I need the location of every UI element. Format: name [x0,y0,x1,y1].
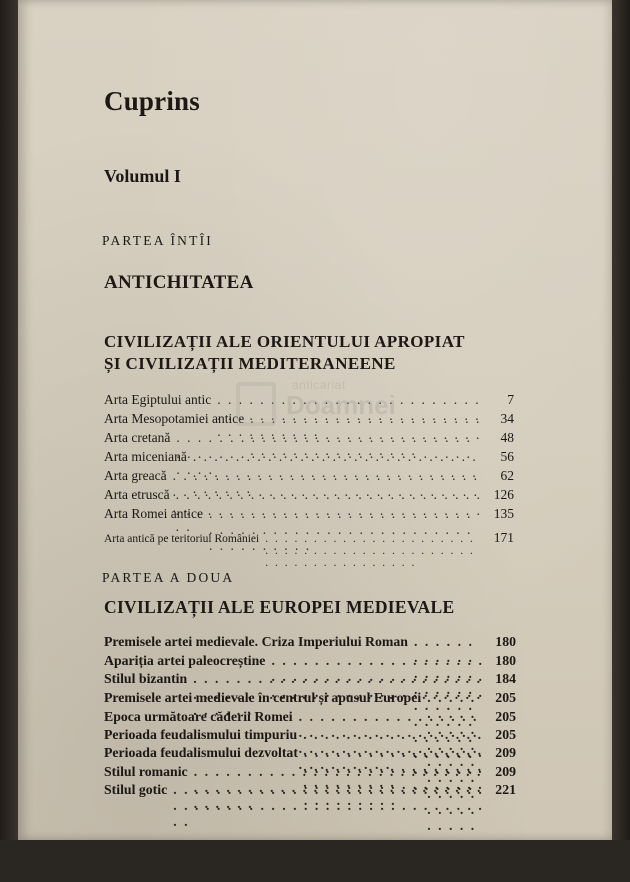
toc-entry [104,764,516,782]
toc-entry-page: 56 [500,449,514,464]
toc-entry [104,468,514,486]
toc-entry-label: Arta cretană [104,430,171,445]
toc-entry-label: Arta greacă [104,468,167,483]
toc-entry-page: 62 [500,468,514,483]
toc-entry [104,634,516,652]
toc-entry-label: Premisele artei medievale. Criza Imperiului Roman [104,634,408,649]
toc-entry-page: 205 [495,727,516,742]
toc-entry-page: 205 [495,690,516,705]
toc-entry [104,782,516,800]
toc-entry-page: 171 [493,530,514,545]
toc-entry-label: Arta Egiptului antic [104,392,212,407]
toc-entry-label: Perioada feudalismului dezvoltat [104,745,298,760]
toc-entry-label: Arta etruscă [104,487,170,502]
page-title: Cuprins [104,86,200,116]
toc-entry-page: 135 [493,506,514,521]
toc-entry-page: 205 [495,709,516,724]
toc-entry-label: Stilul gotic [104,782,168,797]
toc-entry-label: Apariția artei paleocreștine [104,653,266,668]
part1-section-line2: ȘI CIVILIZAȚII MEDITERANEENE [104,354,396,373]
toc-entry-page: 209 [495,745,516,760]
toc-entry-page: 48 [500,430,514,445]
watermark-big-text: Doamnei [286,390,396,420]
part1-section-line1: CIVILIZAȚII ALE ORIENTULUI APROPIAT [104,332,465,351]
toc-entry-label: Stilul romanic [104,764,188,779]
toc-entry-page: 7 [507,392,514,407]
toc-entry [104,449,514,467]
watermark-logo [236,378,396,428]
toc-entry [104,671,516,689]
page-right-shadow [612,0,630,840]
toc-leader-dots [173,782,484,830]
toc-entry-page: 209 [495,764,516,779]
toc-entry-label: Stilul bizantin [104,671,188,686]
toc-entry [104,653,516,671]
part1-title: ANTICHITATEA [104,272,254,293]
toc-leader-dots [265,533,482,569]
toc-entry [104,727,516,745]
book-page [18,0,612,840]
toc-entry-label: Arta miceniană [104,449,187,464]
toc-entry-label: Arta Mesopotamiei antice [104,411,245,426]
toc-entry-label: Premisele artei medievale în centrul și apusul Europei [104,690,422,705]
watermark-small-text: anticariat [292,378,346,392]
toc-entry-page: 180 [495,653,516,668]
toc-entry-page: 221 [495,782,516,797]
volume-heading: Volumul I [104,166,181,186]
toc-entry-page: 34 [500,411,514,426]
watermark-frame-icon [236,382,276,426]
toc-entry [104,487,514,505]
toc-entry-page: 180 [495,634,516,649]
page-left-shadow [0,0,18,840]
part2-label: PARTEA A DOUA [102,570,235,585]
toc-entry-label: Epoca următoare căderii Romei [104,709,293,724]
toc-entry-label: Arta antică pe teritoriul României [104,533,260,545]
toc-entry [104,690,516,708]
toc-entry [104,709,516,727]
toc-entry [104,745,516,763]
toc-entry-page: 126 [493,487,514,502]
toc-entry-label: Arta Romei antice [104,506,203,521]
toc-entry [104,430,514,448]
part1-label: PARTEA ÎNTÎI [102,233,213,248]
part2-title: CIVILIZAȚII ALE EUROPEI MEDIEVALE [104,597,455,617]
toc-entry-page: 184 [495,671,516,686]
toc-entry-label: Perioada feudalismului timpuriu [104,727,298,742]
toc-entry [104,506,514,524]
toc-entry [104,530,514,548]
